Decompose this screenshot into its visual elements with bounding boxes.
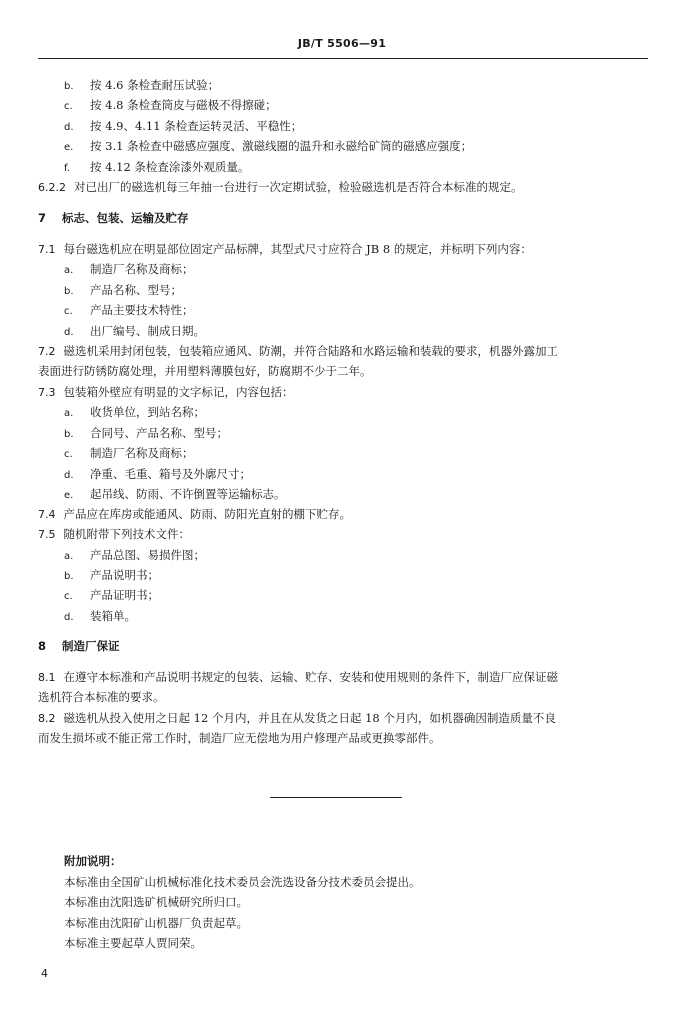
list-item — [64, 121, 302, 133]
list-item — [64, 264, 194, 276]
list-item-label: c. — [64, 101, 73, 112]
clause-text: 每台磁选机应在明显部位固定产品标牌，其型式尺寸应符合 JB 8 的规定，并标明下列内容： — [63, 242, 532, 256]
list-item — [64, 570, 159, 582]
list-item-label: b. — [64, 81, 74, 92]
clause-number: 6.2.2 — [38, 181, 66, 194]
list-item-label: d. — [64, 122, 74, 133]
clause-7-2 — [38, 346, 558, 358]
list-item-label: b. — [64, 571, 74, 582]
clause-text: 而发生损坏或不能正常工作时，制造厂应无偿地为用户修理产品或更换零部件。 — [38, 731, 441, 745]
list-item — [64, 162, 249, 174]
list-item-text: 按 4.6 条检查耐压试验； — [90, 78, 220, 92]
list-item — [64, 285, 182, 297]
list-item-label: b. — [64, 429, 74, 440]
clause-number: 7.5 — [38, 528, 56, 541]
list-item — [64, 489, 286, 501]
clause-number: 8.2 — [38, 712, 56, 725]
list-item-label: d. — [64, 470, 74, 481]
clause-number: 7.2 — [38, 345, 56, 358]
list-item — [64, 305, 194, 317]
list-item-text: 收货单位，到站名称； — [90, 405, 205, 419]
list-item-label: d. — [64, 327, 74, 338]
list-item-label: e. — [64, 142, 74, 153]
clause-8-2-continued — [38, 733, 441, 745]
list-item-text: 合同号、产品名称、型号； — [90, 426, 228, 440]
list-item-text: 产品名称、型号； — [90, 283, 182, 297]
page-number: 4 — [41, 967, 48, 980]
list-item — [64, 326, 205, 338]
clause-text: 表面进行防锈防腐处理，并用塑料薄膜包好，防腐期不少于二年。 — [38, 364, 372, 378]
list-item-text: 制造厂名称及商标； — [90, 262, 194, 276]
list-item-text: 出厂编号、制成日期。 — [90, 324, 205, 338]
clause-7-4 — [38, 509, 351, 521]
list-item-label: a. — [64, 265, 74, 276]
section-title: 制造厂保证 — [62, 639, 120, 653]
clause-number: 8.1 — [38, 671, 56, 684]
section-8-heading — [38, 641, 120, 653]
appendix-line: 本标准由沈阳矿山机器厂负责起草。 — [64, 916, 248, 930]
end-divider — [270, 797, 402, 798]
clause-text: 磁选机采用封闭包装，包装箱应通风、防潮，并符合陆路和水路运输和装载的要求，机器外露加工 — [63, 344, 558, 358]
clause-text: 产品应在库房或能通风、防雨、防阳光直射的棚下贮存。 — [63, 507, 351, 521]
list-item-label: c. — [64, 591, 73, 602]
list-item — [64, 100, 277, 112]
list-item-text: 产品证明书； — [90, 588, 159, 602]
list-item — [64, 469, 251, 481]
clause-8-1 — [38, 672, 558, 684]
section-7-heading — [38, 213, 189, 225]
list-item-text: 按 4.8 条检查筒皮与磁极不得擦碰； — [90, 98, 277, 112]
list-item — [64, 590, 159, 602]
list-item-label: c. — [64, 449, 73, 460]
clause-8-1-continued — [38, 692, 165, 704]
list-item-label: e. — [64, 490, 74, 501]
appendix-line: 本标准由沈阳选矿机械研究所归口。 — [64, 895, 248, 909]
list-item — [64, 550, 205, 562]
list-item-label: c. — [64, 306, 73, 317]
clause-8-2 — [38, 713, 556, 725]
section-number: 8 — [38, 639, 47, 653]
clause-text: 选机符合本标准的要求。 — [38, 690, 165, 704]
list-item-text: 按 3.1 条检查中磁感应强度、激磁线圈的温升和永磁给矿筒的磁感应强度； — [90, 139, 473, 153]
appendix-line: 本标准主要起草人贾同荣。 — [64, 936, 202, 950]
list-item-text: 按 4.9、4.11 条检查运转灵活、平稳性； — [90, 119, 303, 133]
clause-7-3 — [38, 387, 294, 399]
clause-text: 对已出厂的磁选机每三年抽一台进行一次定期试验，检验磁选机是否符合本标准的规定。 — [74, 180, 523, 194]
section-number: 7 — [38, 211, 47, 225]
list-item-label: a. — [64, 408, 74, 419]
clause-text: 包装箱外壁应有明显的文字标记，内容包括： — [63, 385, 294, 399]
list-item-label: b. — [64, 286, 74, 297]
list-item-label: a. — [64, 551, 74, 562]
standard-code-header: JB/T 5506—91 — [297, 37, 387, 50]
list-item — [64, 448, 194, 460]
header-rule — [38, 58, 648, 59]
list-item — [64, 611, 136, 623]
appendix-line: 本标准由全国矿山机械标准化技术委员会洗选设备分技术委员会提出。 — [64, 875, 421, 889]
clause-number: 7.4 — [38, 508, 56, 521]
list-item-text: 产品总图、易损件图； — [90, 548, 205, 562]
list-item-label: d. — [64, 612, 74, 623]
clause-text: 磁选机从投入使用之日起 12 个月内，并且在从发货之日起 18 个月内，如机器确因制造质量不良 — [63, 711, 556, 725]
clause-text: 在遵守本标准和产品说明书规定的包装、运输、贮存、安装和使用规则的条件下，制造厂应保证磁 — [63, 670, 558, 684]
list-item-text: 起吊线、防雨、不许倒置等运输标志。 — [90, 487, 286, 501]
clause-number: 7.3 — [38, 386, 56, 399]
list-item — [64, 428, 228, 440]
list-item — [64, 80, 219, 92]
clause-7-1 — [38, 244, 532, 256]
list-item-text: 按 4.12 条检查涂漆外观质量。 — [90, 160, 250, 174]
appendix-title: 附加说明： — [64, 854, 122, 868]
clause-text: 随机附带下列技术文件： — [63, 527, 190, 541]
section-title: 标志、包装、运输及贮存 — [62, 211, 189, 225]
clause-6-2-2 — [38, 182, 523, 194]
list-item-text: 净重、毛重、箱号及外廓尺寸； — [90, 467, 251, 481]
clause-7-2-continued — [38, 366, 372, 378]
list-item-text: 制造厂名称及商标； — [90, 446, 194, 460]
list-item-text: 产品说明书； — [90, 568, 159, 582]
list-item — [64, 141, 472, 153]
clause-number: 7.1 — [38, 243, 56, 256]
list-item — [64, 407, 205, 419]
list-item-label: f. — [64, 163, 70, 174]
clause-7-5 — [38, 529, 190, 541]
list-item-text: 装箱单。 — [90, 609, 136, 623]
list-item-text: 产品主要技术特性； — [90, 303, 194, 317]
